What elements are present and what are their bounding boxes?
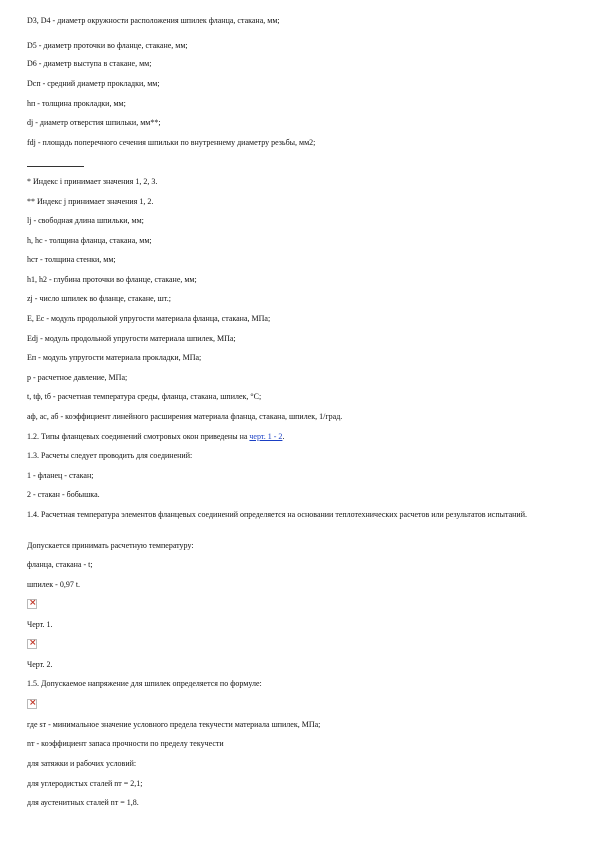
text-line: h1, h2 - глубина проточки во фланце, стакане, мм; (27, 275, 197, 284)
text-line: D5 - диаметр проточки во фланце, стакане, мм; (27, 41, 188, 50)
text-line: 1.3. Расчеты следует проводить для соединений: (27, 451, 193, 460)
text-line: Edj - модуль продольной упругости материала шпилек, МПа; (27, 334, 236, 343)
text-line: nт - коэффициент запаса прочности по пределу текучести (27, 739, 224, 748)
text-line: h, hс - толщина фланца, стакана, мм; (27, 236, 152, 245)
text-line: шпилек - 0,97 t. (27, 580, 81, 589)
broken-image-icon (27, 599, 37, 609)
broken-image-icon (27, 699, 37, 709)
text-line-with-link (27, 432, 284, 442)
text-line: 1 - фланец - стакан; (27, 471, 94, 480)
text-line: D3, D4 - диаметр окружности расположения шпилек фланца, стакана, мм; (27, 16, 280, 25)
text-line: для затяжки и рабочих условий: (27, 759, 137, 768)
drawing-reference-link[interactable]: черт. 1 - 2 (249, 432, 283, 441)
broken-image-icon (27, 639, 37, 649)
footnote-line: * Индекс i принимает значения 1, 2, 3. (27, 177, 158, 186)
text-line: Dсп - средний диаметр прокладки, мм; (27, 79, 160, 88)
text-line: фланца, стакана - t; (27, 560, 93, 569)
text-line: 1.5. Допускаемое напряжение для шпилек определяется по формуле: (27, 679, 262, 688)
link-prefix: 1.2. Типы фланцевых соединений смотровых окон приведены на (27, 432, 250, 441)
text-line: где sт - минимальное значение условного предела текучести материала шпилек, МПа; (27, 720, 321, 729)
footnote-divider (27, 166, 84, 167)
text-line: p - расчетное давление, МПа; (27, 373, 128, 382)
text-line: lj - свободная длина шпильки, мм; (27, 216, 144, 225)
text-line: hст - толщина стенки, мм; (27, 255, 116, 264)
text-line: Eп - модуль упругости материала прокладки, МПа; (27, 353, 202, 362)
text-line: Допускается принимать расчетную температуру: (27, 541, 194, 550)
text-line: для углеродистых сталей nт = 2,1; (27, 779, 143, 788)
text-line: 2 - стакан - бобышка. (27, 490, 100, 499)
text-line: zj - число шпилек во фланце, стакане, шт.; (27, 294, 171, 303)
text-line: t, tф, tб - расчетная температура среды, фланца, стакана, шпилек, °С; (27, 392, 262, 401)
text-line: fdj - площадь поперечного сечения шпильки по внутреннему диаметру резьбы, мм2; (27, 138, 316, 147)
figure-caption: Черт. 2. (27, 660, 53, 669)
text-paragraph: 1.4. Расчетная температура элементов фланцевых соединений определяется на основании теплотехнических расчетов или результатов испытаний. (27, 510, 527, 519)
figure-caption: Черт. 1. (27, 620, 53, 629)
link-suffix: . (282, 432, 285, 441)
text-line: aф, aс, aб - коэффициент линейного расширения материала фланца, стакана, шпилек, 1/град. (27, 412, 343, 421)
text-line: hп - толщина прокладки, мм; (27, 99, 126, 108)
text-line: для аустенитных сталей nт = 1,8. (27, 798, 139, 807)
footnote-line: ** Индекс j принимает значения 1, 2. (27, 197, 154, 206)
text-line: D6 - диаметр выступа в стакане, мм; (27, 59, 152, 68)
text-line: dj - диаметр отверстия шпильки, мм**; (27, 118, 161, 127)
text-line: E, Eс - модуль продольной упругости материала фланца, стакана, МПа; (27, 314, 271, 323)
